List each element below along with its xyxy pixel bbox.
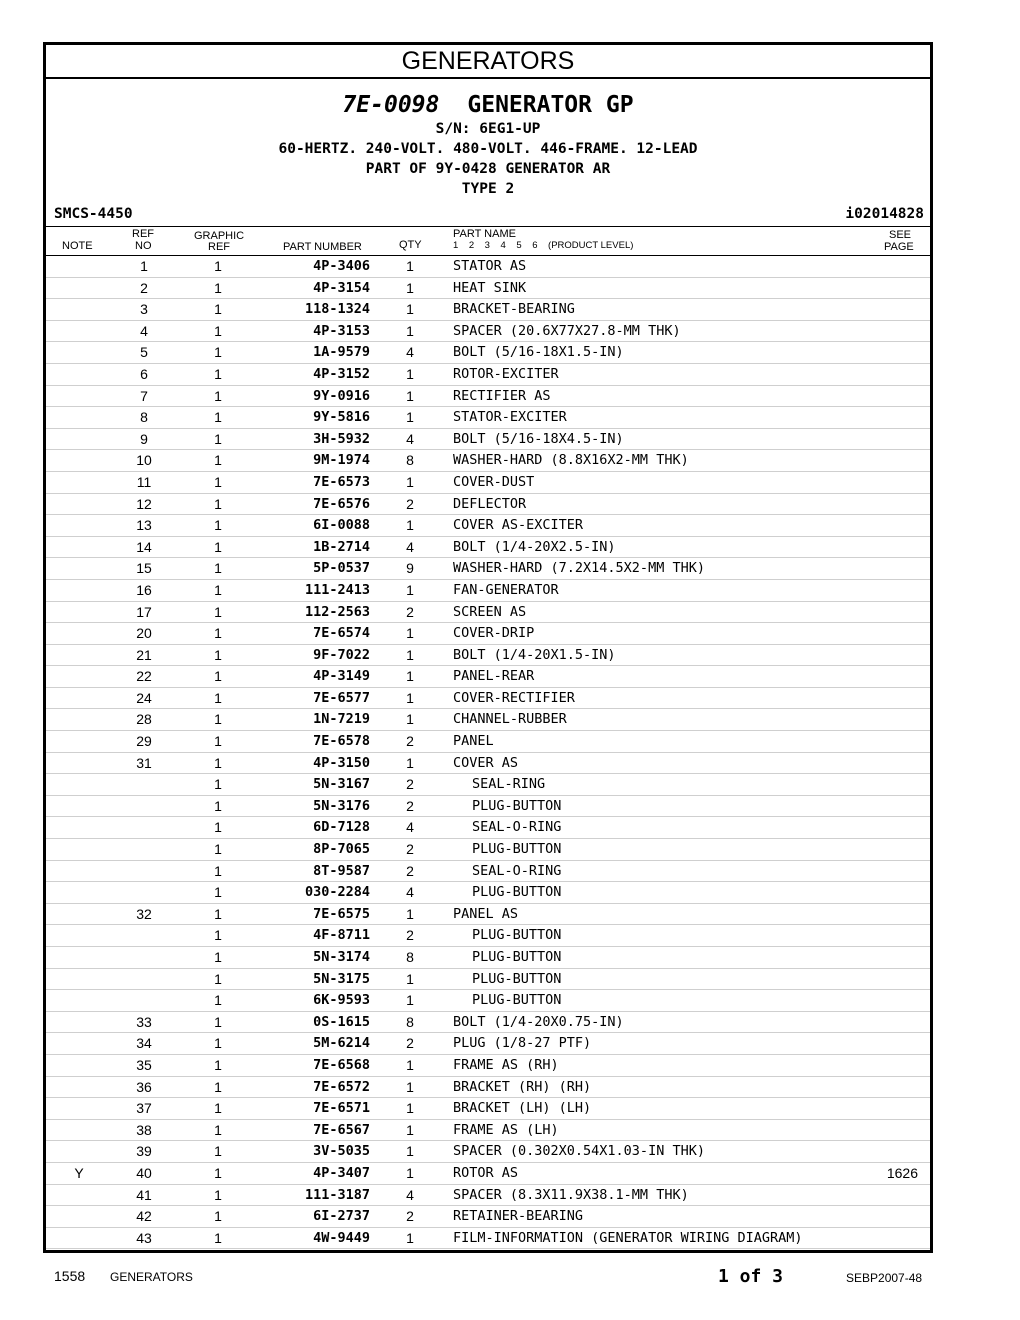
- qty-cell: 1: [406, 387, 414, 404]
- col-part-number: PART NUMBER: [283, 241, 362, 253]
- part-number-cell: 7E-6572: [313, 1078, 370, 1095]
- ref-no-cell: 29: [136, 733, 152, 750]
- graphic-ref-cell: 1: [214, 1229, 222, 1246]
- qty-cell: 1: [406, 258, 414, 274]
- table-row: [46, 1120, 930, 1142]
- graphic-ref-cell: 1: [214, 819, 222, 836]
- table-row: [46, 861, 930, 883]
- qty-cell: 1: [406, 646, 414, 663]
- qty-cell: 1: [406, 279, 414, 296]
- ref-no-cell: 43: [136, 1229, 152, 1246]
- part-name-cell: BOLT (5/16-18X1.5-IN): [453, 344, 624, 361]
- part-name-cell: BRACKET (LH) (LH): [453, 1100, 592, 1117]
- qty-cell: 2: [406, 495, 414, 512]
- table-row: [46, 623, 930, 645]
- part-name-cell: WASHER-HARD (7.2X14.5X2-MM THK): [453, 560, 705, 577]
- graphic-ref-cell: 1: [214, 992, 222, 1009]
- footer-page-number: 1558: [54, 1268, 86, 1284]
- graphic-ref-cell: 1: [214, 603, 222, 620]
- table-row: [46, 796, 930, 818]
- table-row: [46, 1033, 930, 1055]
- qty-cell: 1: [406, 365, 414, 382]
- table-row: [46, 1141, 930, 1163]
- part-name-cell: ROTOR-EXCITER: [453, 365, 559, 382]
- part-number-cell: 5P-0537: [313, 560, 370, 577]
- part-number-cell: 6K-9593: [313, 992, 370, 1009]
- graphic-ref-cell: 1: [214, 1100, 222, 1117]
- part-number-cell: 9Y-0916: [313, 387, 370, 404]
- part-name-cell: PANEL AS: [453, 905, 519, 922]
- part-of-line: PART OF 9Y-0428 GENERATOR AR: [365, 161, 611, 177]
- table-row: [46, 494, 930, 516]
- qty-cell: 4: [406, 819, 414, 836]
- table-row: [46, 688, 930, 710]
- part-name-cell: PLUG-BUTTON: [472, 970, 562, 987]
- ref-no-cell: 40: [136, 1164, 152, 1181]
- part-number-cell: 5N-3167: [313, 776, 370, 793]
- part-name-cell: BOLT (1/4-20X1.5-IN): [453, 646, 616, 663]
- part-name-cell: RETAINER-BEARING: [453, 1208, 584, 1225]
- qty-cell: 2: [406, 862, 414, 879]
- table-row: [46, 278, 930, 300]
- qty-cell: 1: [406, 473, 414, 490]
- table-row: [46, 537, 930, 559]
- graphic-ref-cell: 1: [214, 560, 222, 577]
- ref-no-cell: 5: [140, 344, 148, 361]
- graphic-ref-cell: 1: [214, 668, 222, 685]
- part-number-cell: 4P-3149: [313, 668, 370, 685]
- group-heading: [46, 91, 930, 119]
- table-row: [46, 1055, 930, 1077]
- table-row: [46, 256, 930, 278]
- parts-list: [46, 256, 930, 1249]
- ref-no-cell: 41: [136, 1186, 152, 1203]
- part-number-cell: 9M-1974: [313, 452, 370, 469]
- graphic-ref-cell: 1: [214, 797, 222, 814]
- part-name-cell: WASHER-HARD (8.8X16X2-MM THK): [453, 452, 689, 469]
- ref-no-cell: 3: [140, 301, 148, 318]
- graphic-ref-cell: 1: [214, 1056, 222, 1073]
- column-header: [46, 226, 930, 256]
- qty-cell: 1: [406, 301, 414, 318]
- part-number-cell: 8T-9587: [313, 862, 370, 879]
- ref-no-cell: 24: [136, 689, 152, 706]
- part-name-cell: BOLT (1/4-20X2.5-IN): [453, 538, 616, 555]
- qty-cell: 4: [406, 1186, 414, 1203]
- part-number-cell: 7E-6577: [313, 689, 370, 706]
- col-see-bottom: PAGE: [884, 241, 914, 253]
- part-number-cell: 9F-7022: [313, 646, 370, 663]
- ref-no-cell: 1: [140, 258, 148, 274]
- table-row: [46, 342, 930, 364]
- part-number-cell: 4P-3407: [313, 1164, 370, 1181]
- part-name-cell: FILM-INFORMATION (GENERATOR WIRING DIAGRAM): [453, 1229, 803, 1246]
- table-row: [46, 925, 930, 947]
- part-name-cell: COVER-RECTIFIER: [453, 689, 575, 706]
- qty-cell: 1: [406, 1121, 414, 1138]
- graphic-ref-cell: 1: [214, 905, 222, 922]
- graphic-ref-cell: 1: [214, 1035, 222, 1052]
- qty-cell: 1: [406, 1078, 414, 1095]
- part-number-cell: 7E-6576: [313, 495, 370, 512]
- graphic-ref-cell: 1: [214, 538, 222, 555]
- part-number-cell: 6I-0088: [313, 517, 370, 534]
- part-name-cell: HEAT SINK: [453, 279, 527, 296]
- qty-cell: 8: [406, 1013, 414, 1030]
- graphic-ref-cell: 1: [214, 689, 222, 706]
- graphic-ref-cell: 1: [214, 301, 222, 318]
- qty-cell: 1: [406, 689, 414, 706]
- ref-no-cell: 35: [136, 1056, 152, 1073]
- part-name-cell: SPACER (8.3X11.9X38.1-MM THK): [453, 1186, 689, 1203]
- qty-cell: 2: [406, 927, 414, 944]
- footer-page-of: 1 of 3: [718, 1266, 784, 1287]
- qty-cell: 1: [406, 322, 414, 339]
- qty-cell: 2: [406, 1035, 414, 1052]
- part-number-cell: 1A-9579: [313, 344, 370, 361]
- part-name-cell: BRACKET (RH) (RH): [453, 1078, 592, 1095]
- graphic-ref-cell: 1: [214, 344, 222, 361]
- code-bar: [46, 204, 930, 226]
- graphic-ref-cell: 1: [214, 1208, 222, 1225]
- ref-no-cell: 2: [140, 279, 148, 296]
- graphic-ref-cell: 1: [214, 1186, 222, 1203]
- part-number-cell: 9Y-5816: [313, 409, 370, 426]
- table-row: [46, 1206, 930, 1228]
- table-row: [46, 321, 930, 343]
- part-number-cell: 7E-6568: [313, 1056, 370, 1073]
- ref-no-cell: 6: [140, 365, 148, 382]
- part-name-cell: ROTOR AS: [453, 1164, 519, 1181]
- qty-cell: 1: [406, 711, 414, 728]
- table-row: [46, 817, 930, 839]
- table-row: [46, 1077, 930, 1099]
- graphic-ref-cell: 1: [214, 711, 222, 728]
- illustration-id: i02014828: [845, 206, 924, 222]
- qty-cell: 1: [406, 409, 414, 426]
- smcs-code: SMCS-4450: [54, 206, 133, 222]
- graphic-ref-cell: 1: [214, 970, 222, 987]
- graphic-ref-cell: 1: [214, 473, 222, 490]
- qty-cell: 1: [406, 1229, 414, 1246]
- ref-no-cell: 28: [136, 711, 152, 728]
- ref-no-cell: 20: [136, 625, 152, 642]
- graphic-ref-cell: 1: [214, 387, 222, 404]
- qty-cell: 4: [406, 430, 414, 447]
- part-number-cell: 4P-3150: [313, 754, 370, 771]
- graphic-ref-cell: 1: [214, 517, 222, 534]
- serial-number-line: S/N: 6EG1-UP: [435, 121, 541, 137]
- part-name-cell: PLUG-BUTTON: [472, 949, 562, 965]
- col-graphic-ref-bottom: REF: [208, 241, 230, 253]
- part-number-cell: 5N-3174: [313, 949, 370, 965]
- part-name-cell: SPACER (0.302X0.54X1.03-IN THK): [453, 1143, 705, 1160]
- qty-cell: 1: [406, 992, 414, 1009]
- col-qty: QTY: [399, 239, 422, 251]
- specification-line: 60-HERTZ. 240-VOLT. 480-VOLT. 446-FRAME. 12-LEAD: [278, 141, 698, 157]
- part-number-cell: 7E-6571: [313, 1100, 370, 1117]
- qty-cell: 2: [406, 776, 414, 793]
- qty-cell: 2: [406, 841, 414, 858]
- table-row: [46, 386, 930, 408]
- table-row: [46, 580, 930, 602]
- part-name-cell: FRAME AS (LH): [453, 1121, 559, 1138]
- part-name-cell: PANEL: [453, 733, 494, 750]
- part-number-cell: 4P-3153: [313, 322, 370, 339]
- qty-cell: 1: [406, 1056, 414, 1073]
- part-name-cell: PLUG (1/8-27 PTF): [453, 1035, 592, 1052]
- qty-cell: 1: [406, 668, 414, 685]
- graphic-ref-cell: 1: [214, 495, 222, 512]
- part-number-cell: 4F-8711: [313, 927, 370, 944]
- note-cell: Y: [74, 1164, 84, 1181]
- graphic-ref-cell: 1: [214, 862, 222, 879]
- parts-sheet: [43, 42, 933, 1253]
- ref-no-cell: 9: [140, 430, 148, 447]
- part-number-cell: 7E-6578: [313, 733, 370, 750]
- type-line: TYPE 2: [461, 181, 515, 197]
- col-ref-bottom: NO: [135, 240, 152, 252]
- group-id: 7E-0098: [342, 92, 440, 118]
- graphic-ref-cell: 1: [214, 365, 222, 382]
- part-name-cell: PLUG-BUTTON: [472, 797, 562, 814]
- graphic-ref-cell: 1: [214, 625, 222, 642]
- part-number-cell: 5N-3175: [313, 970, 370, 987]
- part-number-cell: 0S-1615: [313, 1013, 370, 1030]
- graphic-ref-cell: 1: [214, 430, 222, 447]
- part-name-cell: COVER AS-EXCITER: [453, 517, 584, 534]
- table-row: [46, 969, 930, 991]
- table-row: [46, 472, 930, 494]
- part-number-cell: 4P-3406: [313, 258, 370, 274]
- ref-no-cell: 7: [140, 387, 148, 404]
- part-name-cell: BRACKET-BEARING: [453, 301, 575, 318]
- ref-no-cell: 39: [136, 1143, 152, 1160]
- part-number-cell: 3H-5932: [313, 430, 370, 447]
- qty-cell: 1: [406, 754, 414, 771]
- table-row: [46, 1012, 930, 1034]
- graphic-ref-cell: 1: [214, 322, 222, 339]
- part-name-cell: PLUG-BUTTON: [472, 841, 562, 858]
- graphic-ref-cell: 1: [214, 841, 222, 858]
- qty-cell: 2: [406, 797, 414, 814]
- graphic-ref-cell: 1: [214, 776, 222, 793]
- part-name-cell: STATOR-EXCITER: [453, 409, 567, 426]
- ref-no-cell: 10: [136, 452, 152, 469]
- table-row: [46, 299, 930, 321]
- group-name: GENERATOR GP: [467, 92, 634, 118]
- part-number-cell: 5N-3176: [313, 797, 370, 814]
- ref-no-cell: 38: [136, 1121, 152, 1138]
- table-row: [46, 1228, 930, 1250]
- ref-no-cell: 8: [140, 409, 148, 426]
- graphic-ref-cell: 1: [214, 754, 222, 771]
- part-number-cell: 8P-7065: [313, 841, 370, 858]
- qty-cell: 2: [406, 733, 414, 750]
- table-row: [46, 450, 930, 472]
- table-row: [46, 904, 930, 926]
- part-name-cell: BOLT (1/4-20X0.75-IN): [453, 1013, 624, 1030]
- part-number-cell: 1N-7219: [313, 711, 370, 728]
- ref-no-cell: 42: [136, 1208, 152, 1225]
- graphic-ref-cell: 1: [214, 409, 222, 426]
- part-name-cell: PANEL-REAR: [453, 668, 535, 685]
- ref-no-cell: 31: [136, 754, 152, 771]
- section-title: GENERATORS: [46, 45, 930, 79]
- graphic-ref-cell: 1: [214, 1013, 222, 1030]
- part-number-cell: 5M-6214: [313, 1035, 370, 1052]
- qty-cell: 1: [406, 1100, 414, 1117]
- graphic-ref-cell: 1: [214, 581, 222, 598]
- graphic-ref-cell: 1: [214, 1078, 222, 1095]
- part-name-cell: STATOR AS: [453, 258, 527, 274]
- ref-no-cell: 13: [136, 517, 152, 534]
- table-row: [46, 947, 930, 969]
- part-number-cell: 030-2284: [304, 884, 370, 901]
- qty-cell: 1: [406, 1164, 414, 1181]
- qty-cell: 4: [406, 884, 414, 901]
- graphic-ref-cell: 1: [214, 1121, 222, 1138]
- ref-no-cell: 21: [136, 646, 152, 663]
- ref-no-cell: 34: [136, 1035, 152, 1052]
- graphic-ref-cell: 1: [214, 884, 222, 901]
- qty-cell: 1: [406, 517, 414, 534]
- part-name-cell: SEAL-O-RING: [472, 819, 562, 836]
- part-name-cell: RECTIFIER AS: [453, 387, 551, 404]
- table-row: [46, 364, 930, 386]
- ref-no-cell: 33: [136, 1013, 152, 1030]
- part-number-cell: 6D-7128: [313, 819, 370, 836]
- qty-cell: 8: [406, 452, 414, 469]
- part-number-cell: 7E-6567: [313, 1121, 370, 1138]
- qty-cell: 2: [406, 603, 414, 620]
- col-graphic-ref-top: GRAPHIC: [194, 230, 245, 242]
- table-row: [46, 1185, 930, 1207]
- part-number-cell: 4W-9449: [313, 1229, 370, 1246]
- qty-cell: 4: [406, 538, 414, 555]
- ref-no-cell: 32: [136, 905, 152, 922]
- page-footer: [0, 1262, 1020, 1292]
- part-name-cell: COVER-DUST: [453, 473, 535, 490]
- table-row: [46, 709, 930, 731]
- part-name-cell: FAN-GENERATOR: [453, 581, 559, 598]
- graphic-ref-cell: 1: [214, 733, 222, 750]
- table-row: [46, 407, 930, 429]
- col-note: NOTE: [62, 240, 93, 252]
- ref-no-cell: 37: [136, 1100, 152, 1117]
- graphic-ref-cell: 1: [214, 279, 222, 296]
- table-row: [46, 558, 930, 580]
- graphic-ref-cell: 1: [214, 949, 222, 965]
- part-number-cell: 111-3187: [304, 1186, 370, 1203]
- qty-cell: 8: [406, 949, 414, 965]
- col-ref-top: REF: [132, 228, 154, 240]
- ref-no-cell: 22: [136, 668, 152, 685]
- col-part-name: PART NAME: [453, 228, 516, 240]
- part-number-cell: 7E-6575: [313, 905, 370, 922]
- part-name-cell: SEAL-RING: [472, 776, 546, 793]
- graphic-ref-cell: 1: [214, 1164, 222, 1181]
- table-row: [46, 1163, 930, 1185]
- see-page-cell: 1626: [886, 1164, 918, 1181]
- ref-no-cell: 17: [136, 603, 152, 620]
- qty-cell: 2: [406, 1208, 414, 1225]
- qty-cell: 1: [406, 625, 414, 642]
- qty-cell: 4: [406, 344, 414, 361]
- table-row: [46, 515, 930, 537]
- ref-no-cell: 14: [136, 538, 152, 555]
- table-row: [46, 753, 930, 775]
- table-row: [46, 1098, 930, 1120]
- ref-no-cell: 16: [136, 581, 152, 598]
- ref-no-cell: 11: [136, 473, 152, 490]
- part-number-cell: 118-1324: [304, 301, 370, 318]
- ref-no-cell: 15: [136, 560, 152, 577]
- part-name-cell: PLUG-BUTTON: [472, 884, 562, 901]
- graphic-ref-cell: 1: [214, 646, 222, 663]
- footer-doc-id: SEBP2007-48: [846, 1271, 923, 1285]
- qty-cell: 1: [406, 581, 414, 598]
- footer-section: GENERATORS: [110, 1270, 193, 1284]
- qty-cell: 1: [406, 970, 414, 987]
- graphic-ref-cell: 1: [214, 1143, 222, 1160]
- part-name-cell: PLUG-BUTTON: [472, 992, 562, 1009]
- graphic-ref-cell: 1: [214, 452, 222, 469]
- part-name-cell: SPACER (20.6X77X27.8-MM THK): [453, 322, 681, 339]
- table-row: [46, 774, 930, 796]
- qty-cell: 1: [406, 905, 414, 922]
- table-row: [46, 645, 930, 667]
- table-row: [46, 602, 930, 624]
- ref-no-cell: 12: [136, 495, 152, 512]
- part-name-cell: SEAL-O-RING: [472, 862, 562, 879]
- part-name-cell: FRAME AS (RH): [453, 1056, 559, 1073]
- part-name-cell: COVER AS: [453, 754, 519, 771]
- ref-no-cell: 36: [136, 1078, 152, 1095]
- part-number-cell: 4P-3154: [313, 279, 370, 296]
- part-number-cell: 111-2413: [304, 581, 370, 598]
- part-name-cell: DEFLECTOR: [453, 495, 527, 512]
- part-number-cell: 3V-5035: [313, 1143, 370, 1160]
- table-row: [46, 839, 930, 861]
- table-row: [46, 666, 930, 688]
- col-see-top: SEE: [889, 229, 912, 241]
- part-name-cell: SCREEN AS: [453, 603, 527, 620]
- part-name-cell: PLUG-BUTTON: [472, 927, 562, 944]
- part-name-cell: CHANNEL-RUBBER: [453, 711, 567, 728]
- part-number-cell: 6I-2737: [313, 1208, 370, 1225]
- part-number-cell: 1B-2714: [313, 538, 370, 555]
- ref-no-cell: 4: [140, 322, 148, 339]
- table-row: [46, 731, 930, 753]
- graphic-ref-cell: 1: [214, 927, 222, 944]
- table-row: [46, 990, 930, 1012]
- col-product-level: 1 2 3 4 5 6 (PRODUCT LEVEL): [453, 240, 634, 251]
- part-name-cell: COVER-DRIP: [453, 625, 535, 642]
- qty-cell: 1: [406, 1143, 414, 1160]
- part-number-cell: 7E-6574: [313, 625, 370, 642]
- part-number-cell: 7E-6573: [313, 473, 370, 490]
- part-number-cell: 112-2563: [304, 603, 370, 620]
- graphic-ref-cell: 1: [214, 258, 222, 274]
- table-row: [46, 429, 930, 451]
- part-name-cell: BOLT (5/16-18X4.5-IN): [453, 430, 624, 447]
- qty-cell: 9: [406, 560, 414, 577]
- part-number-cell: 4P-3152: [313, 365, 370, 382]
- table-row: [46, 882, 930, 904]
